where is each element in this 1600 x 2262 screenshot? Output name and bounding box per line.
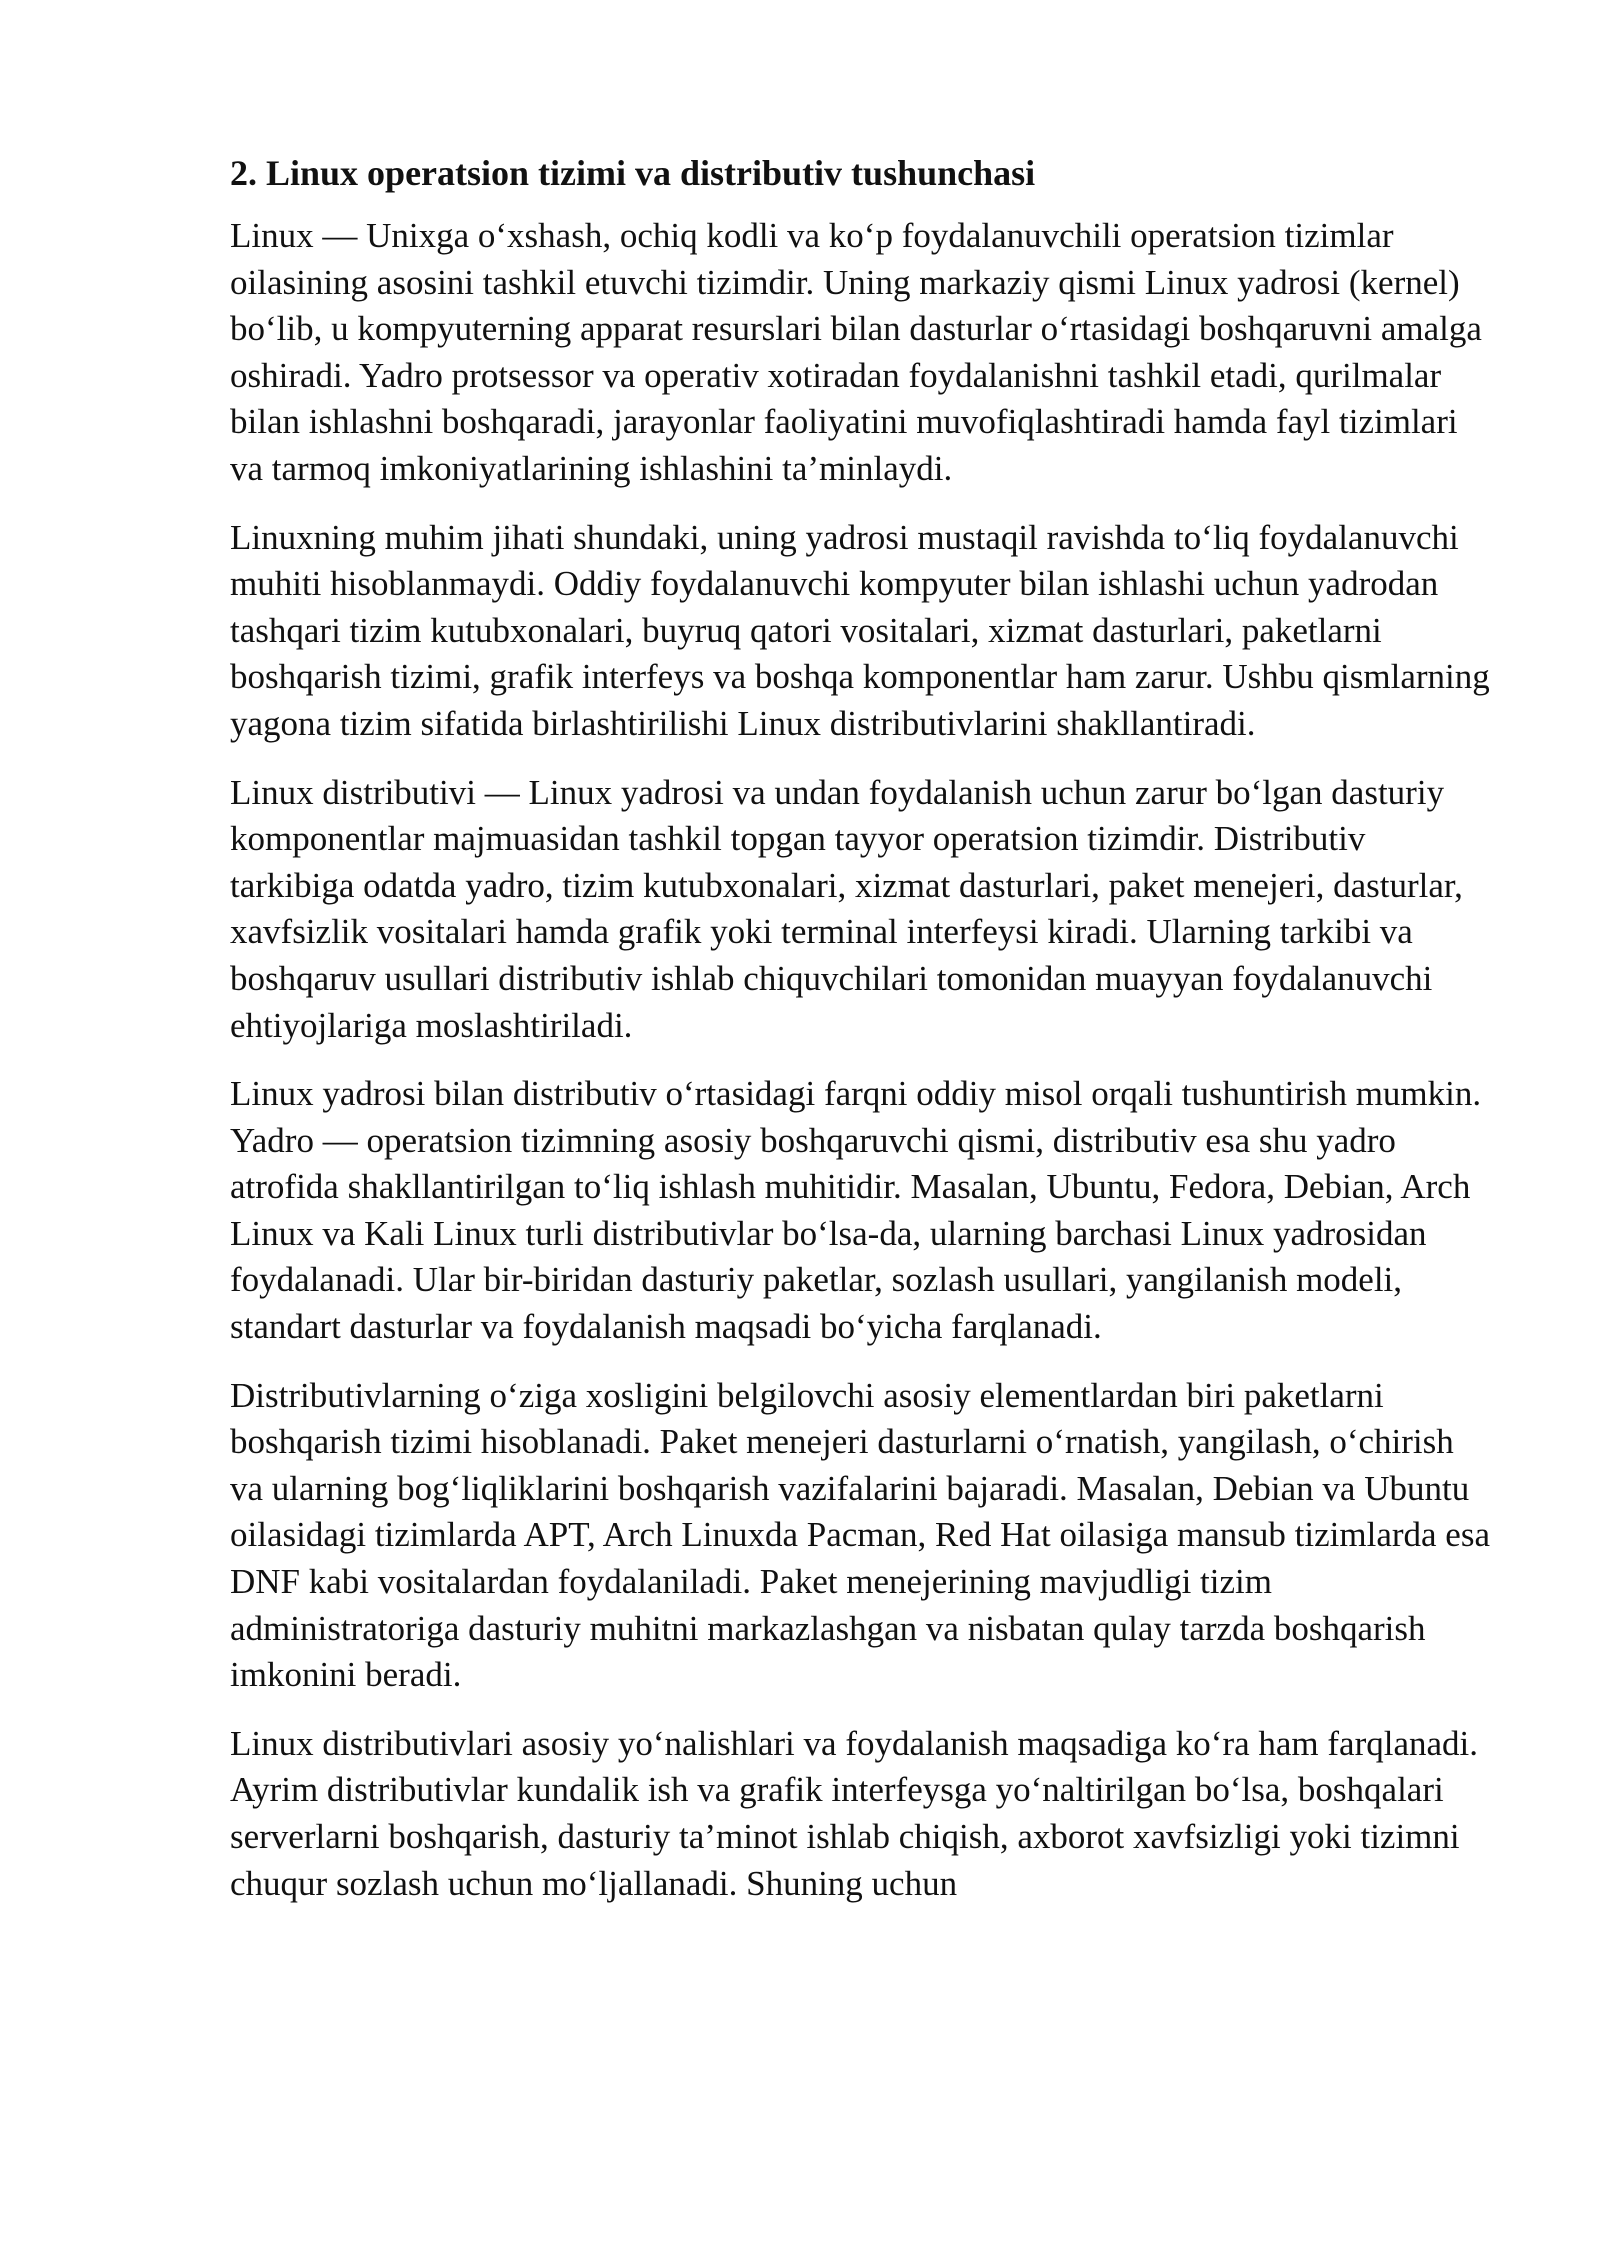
paragraph-4: Linux yadrosi bilan distributiv o‘rtasidagi farqni oddiy misol orqali tushuntirish mumkin. Yadro — operatsion tizimning asosiy boshqaruvchi qismi, distributiv esa shu yadro atrofida shakllantirilgan to‘liq ishlash muhitidir. Masalan, Ubuntu, Fedora, Debian, Arch Linux va Kali Linux turli distributivlar bo‘lsa-da, ularning barchasi Linux yadrosidan foydalanadi. Ular bir-biridan dasturiy paketlar, sozlash usullari, yangilanish modeli, standart dasturlar va foydalanish maqsadi bo‘yicha farqlanadi. <box>230 1074 1482 1347</box>
paragraph-5: Distributivlarning o‘ziga xosligini belgilovchi asosiy elementlardan biri paketlarni boshqarish tizimi hisoblanadi. Paket menejeri dasturlarni o‘rnatish, yangilash, o‘chirish va ularning bog‘liqliklarini boshqarish vazifalarini bajaradi. Masalan, Debian va Ubuntu oilasidagi tizimlarda APT, Arch Linuxda Pacman, Red Hat oilasiga mansub tizimlarda esa DNF kabi vositalardan foydalaniladi. Paket menejerining mavjudligi tizim administratoriga dasturiy muhitni markazlashgan va nisbatan qulay tarzda boshqarish imkonini beradi. <box>230 1375 1490 1695</box>
document-body <box>230 150 1494 1929</box>
paragraph-2: Linuxning muhim jihati shundaki, uning yadrosi mustaqil ravishda to‘liq foydalanuvchi muhiti hisoblanmaydi. Oddiy foydalanuvchi kompyuter bilan ishlashi uchun yadrodan tashqari tizim kutubxonalari, buyruq qatori vositalari, xizmat dasturlari, paketlarni boshqarish tizimi, grafik interfeys va boshqa komponentlar ham zarur. Ushbu qismlarning yagona tizim sifatida birlashtirilishi Linux distributivlarini shakllantiradi. <box>230 517 1490 743</box>
section-heading: 2. Linux operatsion tizimi va distributiv tushunchasi <box>230 153 1036 193</box>
paragraph-6: Linux distributivlari asosiy yo‘nalishlari va foydalanish maqsadiga ko‘ra ham farqlanadi. Ayrim distributivlar kundalik ish va grafik interfeysga yo‘naltirilgan bo‘lsa, boshqalari serverlarni boshqarish, dasturiy ta’minot ishlab chiqish, axborot xavfsizligi yoki tizimni chuqur sozlash uchun mo‘ljallanadi. Shuning uchun <box>230 1723 1479 1903</box>
paragraph-1: Linux — Unixga o‘xshash, ochiq kodli va ko‘p foydalanuvchili operatsion tizimlar oilasining asosini tashkil etuvchi tizimdir. Uning markaziy qismi Linux yadrosi (kernel) bo‘lib, u kompyuterning apparat resurslari bilan dasturlar o‘rtasidagi boshqaruvni amalga oshiradi. Yadro protsessor va operativ xotiradan foydalanishni tashkil etadi, qurilmalar bilan ishlashni boshqaradi, jarayonlar faoliyatini muvofiqlashtiradi hamda fayl tizimlari va tarmoq imkoniyatlarining ishlashini ta’minlaydi. <box>230 216 1482 488</box>
paragraph-3: Linux distributivi — Linux yadrosi va undan foydalanish uchun zarur bo‘lgan dasturiy komponentlar majmuasidan tashkil topgan tayyor operatsion tizimdir. Distributiv tarkibiga odatda yadro, tizim kutubxonalari, xizmat dasturlari, paket menejeri, dasturlar, xavfsizlik vositalari hamda grafik yoki terminal interfeysi kiradi. Ularning tarkibi va boshqaruv usullari distributiv ishlab chiquvchilari tomonidan muayyan foydalanuvchi ehtiyojlariga moslashtiriladi. <box>230 772 1463 1045</box>
